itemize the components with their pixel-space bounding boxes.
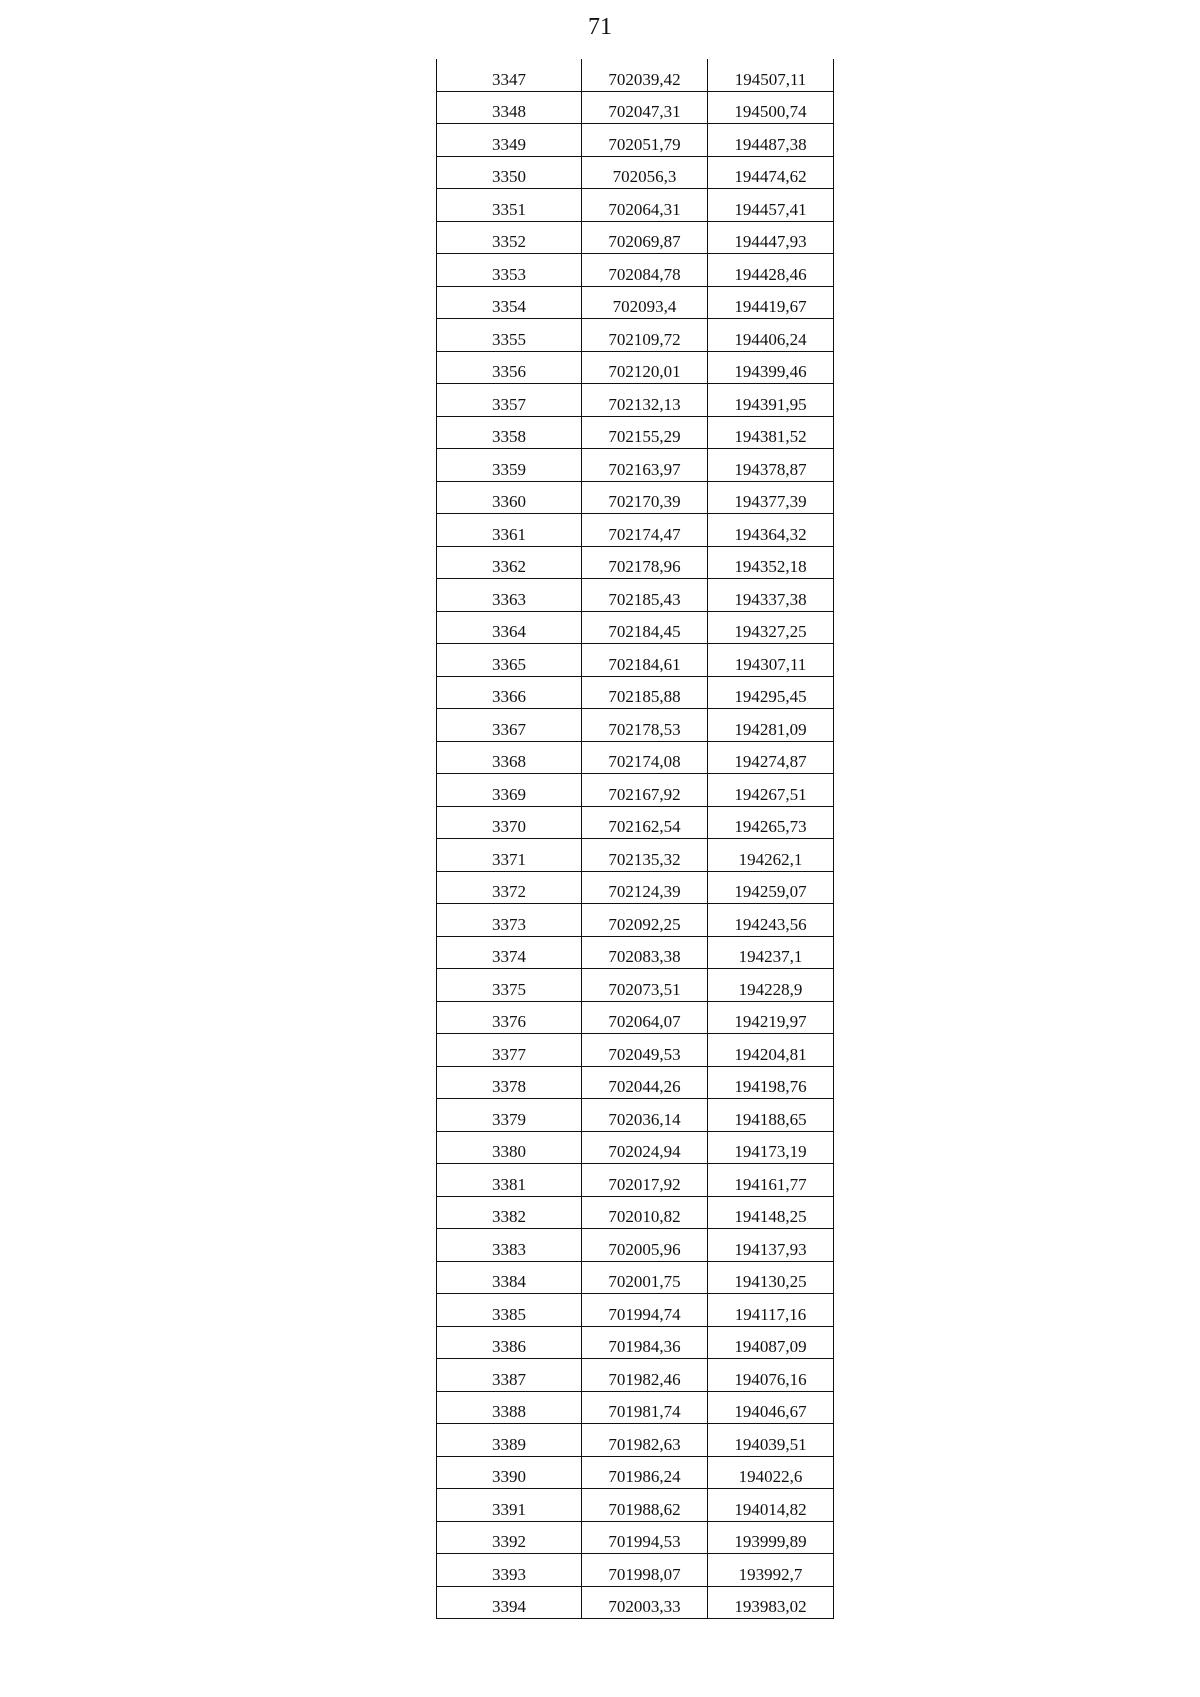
- table-row: [437, 1359, 834, 1392]
- y-coordinate-cell: 194039,51: [708, 1424, 834, 1457]
- table-row: [437, 1261, 834, 1294]
- y-coordinate-cell: 194500,74: [708, 91, 834, 124]
- table-row: [437, 351, 834, 384]
- point-number-cell: 3367: [437, 709, 582, 742]
- x-coordinate-cell: 702109,72: [582, 319, 708, 352]
- x-coordinate-cell: 702178,53: [582, 709, 708, 742]
- point-number-cell: 3364: [437, 611, 582, 644]
- point-number-cell: 3359: [437, 449, 582, 482]
- x-coordinate-cell: 702044,26: [582, 1066, 708, 1099]
- x-coordinate-cell: 702036,14: [582, 1099, 708, 1132]
- table-row: [437, 1066, 834, 1099]
- table-row: [437, 741, 834, 774]
- y-coordinate-cell: 194262,1: [708, 839, 834, 872]
- y-coordinate-cell: 193999,89: [708, 1521, 834, 1554]
- table-row: [437, 1196, 834, 1229]
- coordinates-table-body: [437, 59, 834, 1619]
- table-row: [437, 481, 834, 514]
- point-number-cell: 3389: [437, 1424, 582, 1457]
- y-coordinate-cell: 194076,16: [708, 1359, 834, 1392]
- table-row: [437, 286, 834, 319]
- point-number-cell: 3386: [437, 1326, 582, 1359]
- x-coordinate-cell: 702056,3: [582, 156, 708, 189]
- y-coordinate-cell: 193992,7: [708, 1554, 834, 1587]
- y-coordinate-cell: 194337,38: [708, 579, 834, 612]
- table-row: [437, 709, 834, 742]
- y-coordinate-cell: 194377,39: [708, 481, 834, 514]
- table-row: [437, 546, 834, 579]
- x-coordinate-cell: 702185,88: [582, 676, 708, 709]
- y-coordinate-cell: 194295,45: [708, 676, 834, 709]
- y-coordinate-cell: 194259,07: [708, 871, 834, 904]
- table-row: [437, 1326, 834, 1359]
- y-coordinate-cell: 194148,25: [708, 1196, 834, 1229]
- y-coordinate-cell: 194419,67: [708, 286, 834, 319]
- point-number-cell: 3355: [437, 319, 582, 352]
- y-coordinate-cell: 194381,52: [708, 416, 834, 449]
- table-row: [437, 189, 834, 222]
- x-coordinate-cell: 702155,29: [582, 416, 708, 449]
- table-row: [437, 579, 834, 612]
- y-coordinate-cell: 194307,11: [708, 644, 834, 677]
- y-coordinate-cell: 194457,41: [708, 189, 834, 222]
- table-row: [437, 1034, 834, 1067]
- table-row: [437, 1489, 834, 1522]
- table-row: [437, 124, 834, 157]
- x-coordinate-cell: 702039,42: [582, 59, 708, 91]
- y-coordinate-cell: 194274,87: [708, 741, 834, 774]
- point-number-cell: 3379: [437, 1099, 582, 1132]
- table-row: [437, 839, 834, 872]
- point-number-cell: 3350: [437, 156, 582, 189]
- point-number-cell: 3365: [437, 644, 582, 677]
- point-number-cell: 3377: [437, 1034, 582, 1067]
- x-coordinate-cell: 701982,63: [582, 1424, 708, 1457]
- point-number-cell: 3385: [437, 1294, 582, 1327]
- x-coordinate-cell: 702073,51: [582, 969, 708, 1002]
- x-coordinate-cell: 702084,78: [582, 254, 708, 287]
- point-number-cell: 3376: [437, 1001, 582, 1034]
- x-coordinate-cell: 702024,94: [582, 1131, 708, 1164]
- table-row: [437, 1099, 834, 1132]
- point-number-cell: 3387: [437, 1359, 582, 1392]
- x-coordinate-cell: 702162,54: [582, 806, 708, 839]
- y-coordinate-cell: 194228,9: [708, 969, 834, 1002]
- point-number-cell: 3388: [437, 1391, 582, 1424]
- point-number-cell: 3366: [437, 676, 582, 709]
- x-coordinate-cell: 702083,38: [582, 936, 708, 969]
- table-row: [437, 611, 834, 644]
- table-row: [437, 416, 834, 449]
- x-coordinate-cell: 702132,13: [582, 384, 708, 417]
- x-coordinate-cell: 701988,62: [582, 1489, 708, 1522]
- x-coordinate-cell: 702184,45: [582, 611, 708, 644]
- x-coordinate-cell: 702047,31: [582, 91, 708, 124]
- table-row: [437, 514, 834, 547]
- x-coordinate-cell: 702135,32: [582, 839, 708, 872]
- x-coordinate-cell: 701994,74: [582, 1294, 708, 1327]
- y-coordinate-cell: 194406,24: [708, 319, 834, 352]
- point-number-cell: 3368: [437, 741, 582, 774]
- y-coordinate-cell: 194161,77: [708, 1164, 834, 1197]
- y-coordinate-cell: 193983,02: [708, 1586, 834, 1619]
- table-row: [437, 1391, 834, 1424]
- x-coordinate-cell: 702184,61: [582, 644, 708, 677]
- x-coordinate-cell: 702017,92: [582, 1164, 708, 1197]
- table-row: [437, 384, 834, 417]
- x-coordinate-cell: 702163,97: [582, 449, 708, 482]
- table-row: [437, 1164, 834, 1197]
- point-number-cell: 3349: [437, 124, 582, 157]
- x-coordinate-cell: 702093,4: [582, 286, 708, 319]
- point-number-cell: 3357: [437, 384, 582, 417]
- y-coordinate-cell: 194237,1: [708, 936, 834, 969]
- point-number-cell: 3360: [437, 481, 582, 514]
- x-coordinate-cell: 702064,07: [582, 1001, 708, 1034]
- point-number-cell: 3371: [437, 839, 582, 872]
- point-number-cell: 3374: [437, 936, 582, 969]
- point-number-cell: 3369: [437, 774, 582, 807]
- table-row: [437, 156, 834, 189]
- y-coordinate-cell: 194022,6: [708, 1456, 834, 1489]
- y-coordinate-cell: 194265,73: [708, 806, 834, 839]
- y-coordinate-cell: 194117,16: [708, 1294, 834, 1327]
- point-number-cell: 3390: [437, 1456, 582, 1489]
- point-number-cell: 3351: [437, 189, 582, 222]
- point-number-cell: 3358: [437, 416, 582, 449]
- x-coordinate-cell: 701998,07: [582, 1554, 708, 1587]
- x-coordinate-cell: 701994,53: [582, 1521, 708, 1554]
- table-row: [437, 319, 834, 352]
- y-coordinate-cell: 194507,11: [708, 59, 834, 91]
- point-number-cell: 3372: [437, 871, 582, 904]
- table-row: [437, 1229, 834, 1262]
- point-number-cell: 3352: [437, 221, 582, 254]
- x-coordinate-cell: 702167,92: [582, 774, 708, 807]
- x-coordinate-cell: 702120,01: [582, 351, 708, 384]
- y-coordinate-cell: 194399,46: [708, 351, 834, 384]
- table-row: [437, 59, 834, 91]
- y-coordinate-cell: 194327,25: [708, 611, 834, 644]
- x-coordinate-cell: 702010,82: [582, 1196, 708, 1229]
- x-coordinate-cell: 702064,31: [582, 189, 708, 222]
- table-row: [437, 91, 834, 124]
- table-row: [437, 806, 834, 839]
- y-coordinate-cell: 194137,93: [708, 1229, 834, 1262]
- table-row: [437, 449, 834, 482]
- y-coordinate-cell: 194087,09: [708, 1326, 834, 1359]
- point-number-cell: 3348: [437, 91, 582, 124]
- table-row: [437, 1554, 834, 1587]
- table-row: [437, 1131, 834, 1164]
- x-coordinate-cell: 702178,96: [582, 546, 708, 579]
- y-coordinate-cell: 194474,62: [708, 156, 834, 189]
- point-number-cell: 3353: [437, 254, 582, 287]
- table-row: [437, 969, 834, 1002]
- x-coordinate-cell: 702185,43: [582, 579, 708, 612]
- point-number-cell: 3394: [437, 1586, 582, 1619]
- y-coordinate-cell: 194014,82: [708, 1489, 834, 1522]
- x-coordinate-cell: 702049,53: [582, 1034, 708, 1067]
- y-coordinate-cell: 194243,56: [708, 904, 834, 937]
- point-number-cell: 3378: [437, 1066, 582, 1099]
- y-coordinate-cell: 194391,95: [708, 384, 834, 417]
- x-coordinate-cell: 702001,75: [582, 1261, 708, 1294]
- x-coordinate-cell: 702124,39: [582, 871, 708, 904]
- y-coordinate-cell: 194204,81: [708, 1034, 834, 1067]
- y-coordinate-cell: 194281,09: [708, 709, 834, 742]
- table-row: [437, 1456, 834, 1489]
- x-coordinate-cell: 702170,39: [582, 481, 708, 514]
- y-coordinate-cell: 194447,93: [708, 221, 834, 254]
- table-row: [437, 644, 834, 677]
- point-number-cell: 3361: [437, 514, 582, 547]
- point-number-cell: 3370: [437, 806, 582, 839]
- y-coordinate-cell: 194378,87: [708, 449, 834, 482]
- point-number-cell: 3391: [437, 1489, 582, 1522]
- y-coordinate-cell: 194267,51: [708, 774, 834, 807]
- point-number-cell: 3347: [437, 59, 582, 91]
- table-row: [437, 676, 834, 709]
- table-row: [437, 221, 834, 254]
- y-coordinate-cell: 194198,76: [708, 1066, 834, 1099]
- y-coordinate-cell: 194364,32: [708, 514, 834, 547]
- point-number-cell: 3363: [437, 579, 582, 612]
- point-number-cell: 3392: [437, 1521, 582, 1554]
- point-number-cell: 3373: [437, 904, 582, 937]
- point-number-cell: 3382: [437, 1196, 582, 1229]
- y-coordinate-cell: 194046,67: [708, 1391, 834, 1424]
- table-row: [437, 936, 834, 969]
- point-number-cell: 3393: [437, 1554, 582, 1587]
- page-number: 71: [588, 14, 612, 40]
- x-coordinate-cell: 702174,47: [582, 514, 708, 547]
- x-coordinate-cell: 702003,33: [582, 1586, 708, 1619]
- x-coordinate-cell: 701982,46: [582, 1359, 708, 1392]
- y-coordinate-cell: 194428,46: [708, 254, 834, 287]
- x-coordinate-cell: 702174,08: [582, 741, 708, 774]
- table-row: [437, 774, 834, 807]
- y-coordinate-cell: 194352,18: [708, 546, 834, 579]
- table-row: [437, 1586, 834, 1619]
- x-coordinate-cell: 701986,24: [582, 1456, 708, 1489]
- x-coordinate-cell: 702092,25: [582, 904, 708, 937]
- x-coordinate-cell: 701984,36: [582, 1326, 708, 1359]
- y-coordinate-cell: 194487,38: [708, 124, 834, 157]
- x-coordinate-cell: 701981,74: [582, 1391, 708, 1424]
- point-number-cell: 3354: [437, 286, 582, 319]
- table-row: [437, 1001, 834, 1034]
- point-number-cell: 3381: [437, 1164, 582, 1197]
- x-coordinate-cell: 702069,87: [582, 221, 708, 254]
- coordinates-table: [436, 59, 834, 1619]
- y-coordinate-cell: 194188,65: [708, 1099, 834, 1132]
- y-coordinate-cell: 194219,97: [708, 1001, 834, 1034]
- x-coordinate-cell: 702005,96: [582, 1229, 708, 1262]
- table-row: [437, 1424, 834, 1457]
- table-row: [437, 1521, 834, 1554]
- x-coordinate-cell: 702051,79: [582, 124, 708, 157]
- table-row: [437, 871, 834, 904]
- point-number-cell: 3375: [437, 969, 582, 1002]
- y-coordinate-cell: 194173,19: [708, 1131, 834, 1164]
- table-row: [437, 904, 834, 937]
- point-number-cell: 3383: [437, 1229, 582, 1262]
- point-number-cell: 3380: [437, 1131, 582, 1164]
- point-number-cell: 3356: [437, 351, 582, 384]
- table-row: [437, 254, 834, 287]
- y-coordinate-cell: 194130,25: [708, 1261, 834, 1294]
- table-row: [437, 1294, 834, 1327]
- point-number-cell: 3384: [437, 1261, 582, 1294]
- point-number-cell: 3362: [437, 546, 582, 579]
